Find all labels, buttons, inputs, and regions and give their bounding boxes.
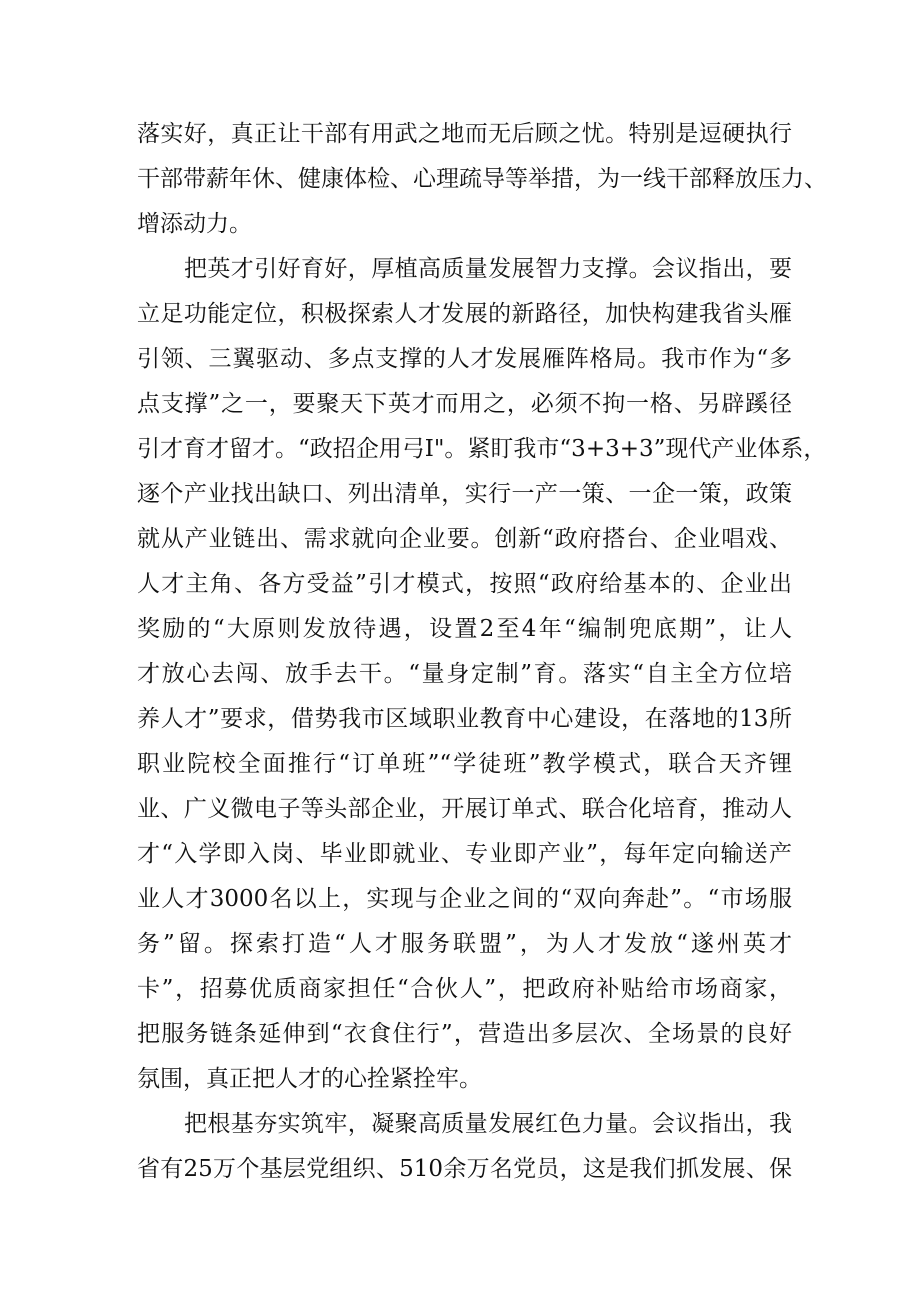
paragraph-first-line: 把英才引好育好，厚植高质量发展智力支撑。会议指出，要 [184,256,792,282]
text-line: 职业院校全面推行“订单班”“学徒班”教学模式，联合天齐锂 [137,751,792,777]
text-line: 就从产业链出、需求就向企业要。创新“政府搭台、企业唱戏、 [137,526,792,552]
text-line: 引领、三翼驱动、多点支撑的人才发展雁阵格局。我市作为“多 [137,346,792,372]
text-line: 才放心去闯、放手去干。“量身定制”育。落实“自主全方位培 [137,661,792,687]
text-line: 人才主角、各方受益”引才模式，按照“政府给基本的、企业出 [137,571,792,597]
text-line: 业人才3000名以上，实现与企业之间的“双向奔赴”。“市场服 [137,886,792,912]
text-line: 落实好，真正让干部有用武之地而无后顾之忧。特别是逗硬执行 [137,121,792,147]
text-line: 省有25万个基层党组织、510余万名党员，这是我们抓发展、保 [137,1156,792,1182]
text-line: 养人才”要求，借势我市区域职业教育中心建设，在落地的13所 [137,706,792,732]
text-line: 干部带薪年休、健康体检、心理疏导等举措，为一线干部释放压力、 [137,166,827,192]
text-line: 增添动力。 [137,211,252,237]
text-line: 氛围，真正把人才的心拴紧拴牢。 [137,1066,482,1092]
text-line: 把服务链条延伸到“衣食住行”，营造出多层次、全场景的良好 [137,1021,792,1047]
text-line: 务”留。探索打造“人才服务联盟”，为人才发放“遂州英才 [137,931,792,957]
text-line: 才“入学即入岗、毕业即就业、专业即产业”，每年定向输送产 [137,841,792,867]
text-line: 点支撑”之一，要聚天下英才而用之，必须不拘一格、另辟蹊径 [137,391,792,417]
text-line: 引才育才留才。“政招企用弓I"。紧盯我市“3+3+3”现代产业体系， [137,436,827,462]
text-line: 业、广义微电子等头部企业，开展订单式、联合化培育，推动人 [137,796,792,822]
text-line: 立足功能定位，积极探索人才发展的新路径，加快构建我省头雁 [137,301,792,327]
paragraph-first-line: 把根基夯实筑牢，凝聚高质量发展红色力量。会议指出，我 [184,1111,792,1137]
text-line: 逐个产业找出缺口、列出清单，实行一产一策、一企一策，政策 [137,481,792,507]
text-line: 卡”，招募优质商家担任“合伙人”，把政府补贴给市场商家， [137,976,792,1002]
text-line: 奖励的“大原则发放待遇，设置2至4年“编制兜底期”，让人 [137,616,792,642]
